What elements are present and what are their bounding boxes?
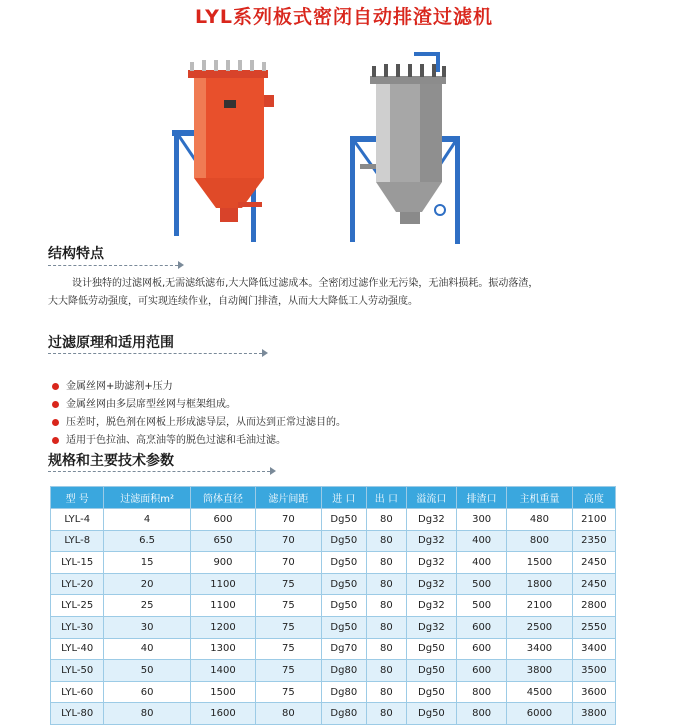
table-cell: Dg50: [321, 509, 366, 531]
table-cell: Dg80: [321, 703, 366, 725]
table-cell: LYL-25: [51, 595, 104, 617]
column-header: 滤片间距: [256, 487, 321, 509]
table-cell: LYL-60: [51, 681, 104, 703]
table-cell: Dg50: [406, 681, 456, 703]
table-cell: 800: [457, 703, 507, 725]
table-cell: 2500: [507, 616, 572, 638]
specs-divider: [48, 471, 270, 472]
table-row: [51, 638, 616, 660]
table-cell: 480: [507, 509, 572, 531]
list-item: 压差时，脱色剂在网板上形成滤导层，从而达到正常过滤目的。: [52, 414, 346, 432]
table-cell: LYL-8: [51, 530, 104, 552]
table-cell: 400: [457, 530, 507, 552]
table-cell: 80: [366, 616, 406, 638]
table-cell: 75: [256, 638, 321, 660]
table-cell: 80: [366, 638, 406, 660]
structure-paragraph: [48, 275, 648, 311]
product-photos: [150, 40, 480, 250]
table-cell: Dg80: [321, 660, 366, 682]
table-row: [51, 573, 616, 595]
table-cell: Dg32: [406, 616, 456, 638]
table-cell: 6000: [507, 703, 572, 725]
table-cell: Dg50: [406, 703, 456, 725]
table-row: [51, 530, 616, 552]
table-cell: 650: [190, 530, 255, 552]
table-cell: 4500: [507, 681, 572, 703]
structure-line-2: 大大降低劳动强度，可实现连续作业，自动阀门排渣，从而大大降低工人劳动强度。: [48, 296, 418, 307]
table-row: [51, 660, 616, 682]
table-cell: 80: [366, 530, 406, 552]
table-cell: 70: [256, 552, 321, 574]
table-cell: LYL-40: [51, 638, 104, 660]
table-cell: 2450: [572, 552, 615, 574]
table-cell: Dg32: [406, 573, 456, 595]
table-cell: 3500: [572, 660, 615, 682]
table-cell: 1400: [190, 660, 255, 682]
table-cell: 1500: [190, 681, 255, 703]
table-cell: 80: [366, 660, 406, 682]
table-cell: 500: [457, 595, 507, 617]
table-cell: Dg80: [321, 681, 366, 703]
table-cell: 1800: [507, 573, 572, 595]
table-cell: 500: [457, 573, 507, 595]
table-cell: 2100: [507, 595, 572, 617]
table-row: [51, 509, 616, 531]
table-cell: 2800: [572, 595, 615, 617]
table-cell: 80: [366, 681, 406, 703]
table-cell: 80: [366, 573, 406, 595]
table-cell: 70: [256, 530, 321, 552]
column-header: 溢流口: [406, 487, 456, 509]
table-cell: LYL-15: [51, 552, 104, 574]
table-cell: 4: [104, 509, 190, 531]
table-cell: 800: [507, 530, 572, 552]
table-row: [51, 703, 616, 725]
table-cell: Dg50: [321, 573, 366, 595]
spec-table: [50, 486, 616, 725]
table-cell: 80: [104, 703, 190, 725]
table-cell: 1100: [190, 573, 255, 595]
table-cell: 80: [366, 552, 406, 574]
table-cell: 75: [256, 660, 321, 682]
table-cell: 1100: [190, 595, 255, 617]
table-cell: LYL-80: [51, 703, 104, 725]
page-title: LYL系列板式密闭自动排渣过滤机: [194, 6, 493, 28]
table-cell: 75: [256, 595, 321, 617]
table-cell: 30: [104, 616, 190, 638]
table-cell: 400: [457, 552, 507, 574]
table-cell: 40: [104, 638, 190, 660]
principle-heading: 过滤原理和适用范围: [48, 335, 174, 351]
table-cell: Dg32: [406, 595, 456, 617]
table-cell: 15: [104, 552, 190, 574]
table-cell: 2350: [572, 530, 615, 552]
column-header: 型 号: [51, 487, 104, 509]
table-cell: 25: [104, 595, 190, 617]
table-row: [51, 552, 616, 574]
table-cell: Dg50: [321, 552, 366, 574]
column-header: 高度: [572, 487, 615, 509]
steel-filter-machine-image: [350, 52, 460, 244]
table-cell: 2450: [572, 573, 615, 595]
table-cell: 3800: [507, 660, 572, 682]
table-cell: 80: [366, 595, 406, 617]
table-cell: 60: [104, 681, 190, 703]
table-cell: 20: [104, 573, 190, 595]
table-row: [51, 595, 616, 617]
structure-divider: [48, 265, 178, 266]
table-cell: 70: [256, 509, 321, 531]
list-item: 适用于色拉油、高烹油等的脱色过滤和毛油过滤。: [52, 432, 346, 450]
table-cell: 600: [457, 616, 507, 638]
table-header-row: [51, 487, 616, 509]
table-cell: 800: [457, 681, 507, 703]
list-item: 金属丝网由多层席型丝网与框架组成。: [52, 396, 346, 414]
table-cell: 600: [457, 638, 507, 660]
table-cell: 600: [190, 509, 255, 531]
table-cell: 1200: [190, 616, 255, 638]
table-cell: Dg32: [406, 552, 456, 574]
table-cell: 2550: [572, 616, 615, 638]
table-cell: Dg50: [406, 638, 456, 660]
column-header: 筒体直径: [190, 487, 255, 509]
table-cell: 80: [366, 509, 406, 531]
table-cell: 6.5: [104, 530, 190, 552]
column-header: 主机重量: [507, 487, 572, 509]
table-cell: 80: [256, 703, 321, 725]
list-item: 金属丝网+助滤剂+压力: [52, 378, 346, 396]
table-cell: 1300: [190, 638, 255, 660]
column-header: 进 口: [321, 487, 366, 509]
red-filter-machine-image: [172, 60, 274, 242]
principle-divider: [48, 353, 262, 354]
table-cell: Dg50: [321, 616, 366, 638]
table-cell: 600: [457, 660, 507, 682]
table-cell: LYL-30: [51, 616, 104, 638]
table-cell: Dg50: [321, 530, 366, 552]
table-cell: 3400: [507, 638, 572, 660]
table-cell: 3600: [572, 681, 615, 703]
table-cell: LYL-50: [51, 660, 104, 682]
table-cell: 1600: [190, 703, 255, 725]
structure-heading: 结构特点: [48, 246, 104, 262]
column-header: 过滤面积m²: [104, 487, 190, 509]
table-cell: 3400: [572, 638, 615, 660]
table-cell: LYL-4: [51, 509, 104, 531]
table-cell: LYL-20: [51, 573, 104, 595]
table-cell: 75: [256, 681, 321, 703]
table-cell: 80: [366, 703, 406, 725]
table-row: [51, 681, 616, 703]
table-cell: 50: [104, 660, 190, 682]
table-cell: Dg50: [406, 660, 456, 682]
spec-table-body: [51, 509, 616, 725]
table-cell: Dg32: [406, 530, 456, 552]
principle-bullet-list: [52, 378, 346, 450]
table-cell: Dg70: [321, 638, 366, 660]
table-cell: 3800: [572, 703, 615, 725]
table-cell: 1500: [507, 552, 572, 574]
specs-heading: 规格和主要技术参数: [48, 453, 174, 469]
table-cell: Dg32: [406, 509, 456, 531]
table-row: [51, 616, 616, 638]
table-cell: 75: [256, 573, 321, 595]
table-cell: 300: [457, 509, 507, 531]
table-cell: Dg50: [321, 595, 366, 617]
table-cell: 75: [256, 616, 321, 638]
column-header: 出 口: [366, 487, 406, 509]
structure-line-1: 设计独特的过滤网板,无需滤纸滤布,大大降低过滤成本。全密闭过滤作业无污染，无油料损耗。振动落渣，: [72, 278, 539, 289]
table-cell: 900: [190, 552, 255, 574]
table-cell: 2100: [572, 509, 615, 531]
column-header: 排渣口: [457, 487, 507, 509]
